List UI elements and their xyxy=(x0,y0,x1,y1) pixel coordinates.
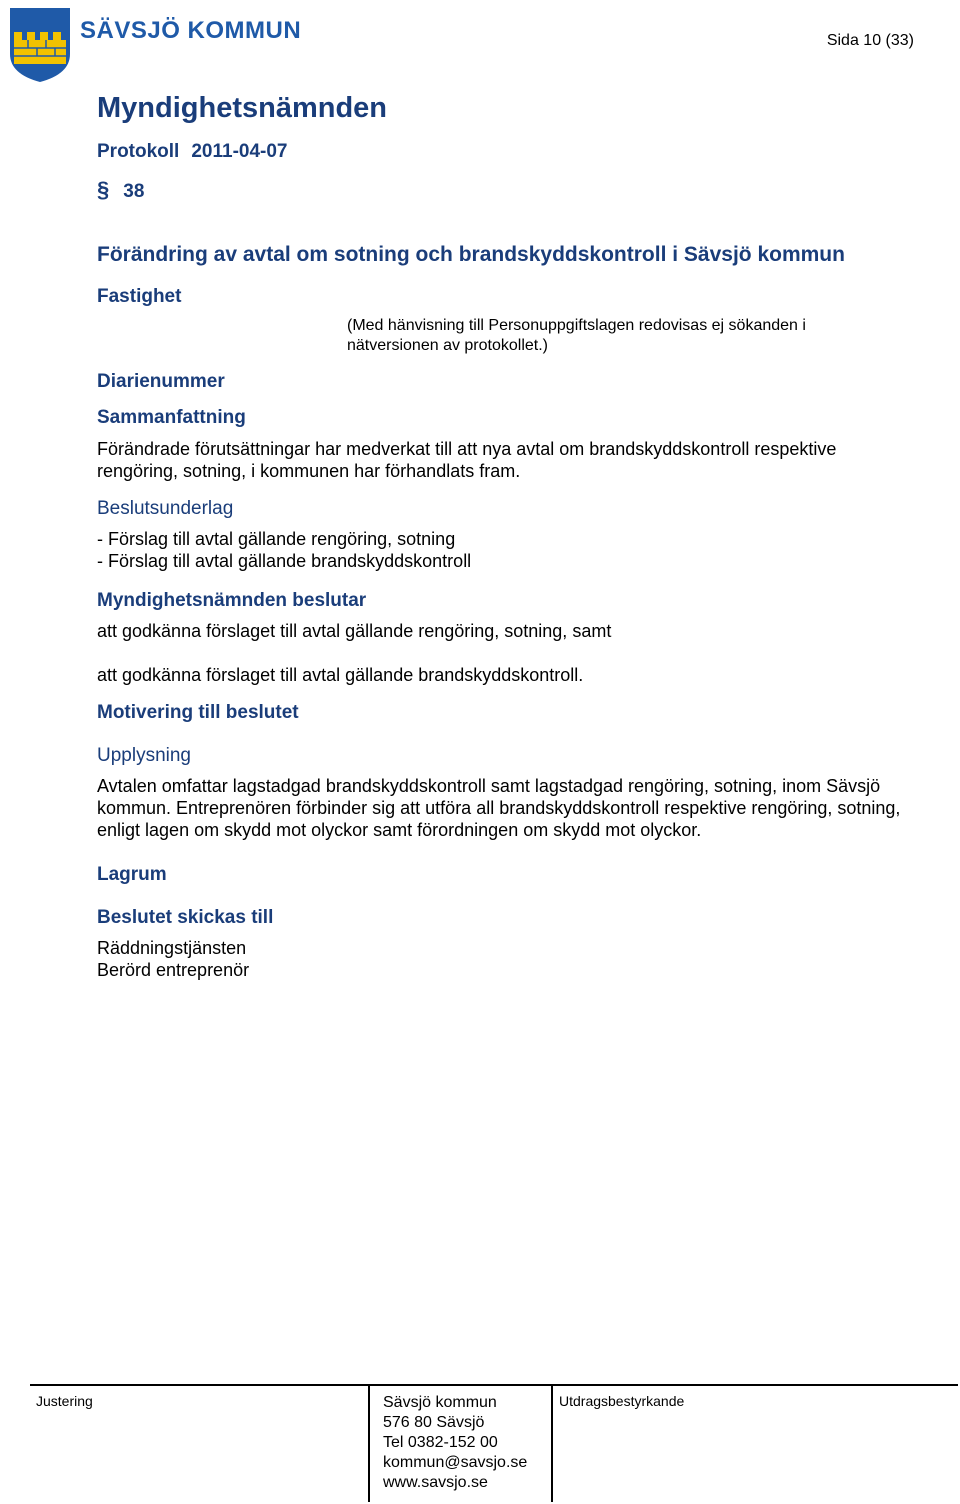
fastighet-heading: Fastighet xyxy=(97,286,182,307)
motivering-heading: Motivering till beslutet xyxy=(97,702,299,723)
section-number: 38 xyxy=(123,181,145,202)
list-item: Berörd entreprenör xyxy=(97,960,250,980)
footer-address-line: 576 80 Sävsjö xyxy=(383,1414,485,1431)
list-item: - Förslag till avtal gällande brandskyddskontroll xyxy=(97,551,472,571)
skickas-heading: Beslutet skickas till xyxy=(97,907,274,928)
page-number: Sida 10 (33) xyxy=(826,32,914,49)
footer-address-line: Tel 0382-152 00 xyxy=(383,1434,498,1451)
decision-item-2: att godkänna förslaget till avtal gällande brandskyddskontroll. xyxy=(97,665,584,685)
footer-divider xyxy=(30,1384,958,1386)
footer-address xyxy=(383,1393,527,1493)
privacy-note: (Med hänvisning till Personuppgiftslagen redovisas ej sökanden i nätversionen av protokollet.) xyxy=(347,317,806,354)
footer-utdrag-label: Utdragsbestyrkande xyxy=(559,1393,685,1409)
upplysning-heading: Upplysning xyxy=(97,745,191,766)
list-item: Räddningstjänsten xyxy=(97,938,247,958)
beslutar-heading: Myndighetsnämnden beslutar xyxy=(97,590,367,611)
footer-column-divider xyxy=(368,1386,370,1502)
section-number-line xyxy=(97,177,144,203)
diarienummer-heading: Diarienummer xyxy=(97,371,225,392)
footer-justering-label: Justering xyxy=(36,1393,93,1409)
org-name: SÄVSJÖ KOMMUN xyxy=(80,17,302,44)
sammanfattning-heading: Sammanfattning xyxy=(97,407,246,428)
footer-website-link[interactable]: www.savsjo.se xyxy=(383,1474,488,1491)
footer-address-line: Sävsjö kommun xyxy=(383,1394,497,1411)
protocol-line xyxy=(97,141,300,163)
list-item: - Förslag till avtal gällande rengöring, sotning xyxy=(97,529,456,549)
basis-list xyxy=(97,528,471,572)
topic-heading: Förändring av avtal om sotning och brandskyddskontroll i Sävsjö kommun xyxy=(97,243,845,266)
footer-column-divider xyxy=(551,1386,553,1502)
decision-item-1: att godkänna förslaget till avtal gällande rengöring, sotning, samt xyxy=(97,621,612,641)
page-title: Myndighetsnämnden xyxy=(97,92,388,124)
beslutsunderlag-heading: Beslutsunderlag xyxy=(97,498,234,519)
protocol-label: Protokoll xyxy=(97,141,180,162)
protocol-date: 2011-04-07 xyxy=(191,141,288,162)
info-text: Avtalen omfattar lagstadgad brandskyddskontroll samt lagstadgad rengöring, sotning, inom Sävsjö kommun. Entreprenören förbinder sig att utföra all brandskyddskontroll respektive rengöring, sotning, enligt lagen om skydd mot olyckor samt förordningen om skydd mot olyckor. xyxy=(97,776,901,840)
footer-email-link[interactable]: kommun@savsjo.se xyxy=(383,1454,528,1471)
section-mark: § xyxy=(97,177,110,202)
lagrum-heading: Lagrum xyxy=(97,864,167,885)
municipality-logo xyxy=(8,6,72,89)
recipients-list xyxy=(97,937,249,981)
summary-text: Förändrade förutsättningar har medverkat till att nya avtal om brandskyddskontroll respektive rengöring, sotning, i kommunen har förhandlats fram. xyxy=(97,439,837,481)
